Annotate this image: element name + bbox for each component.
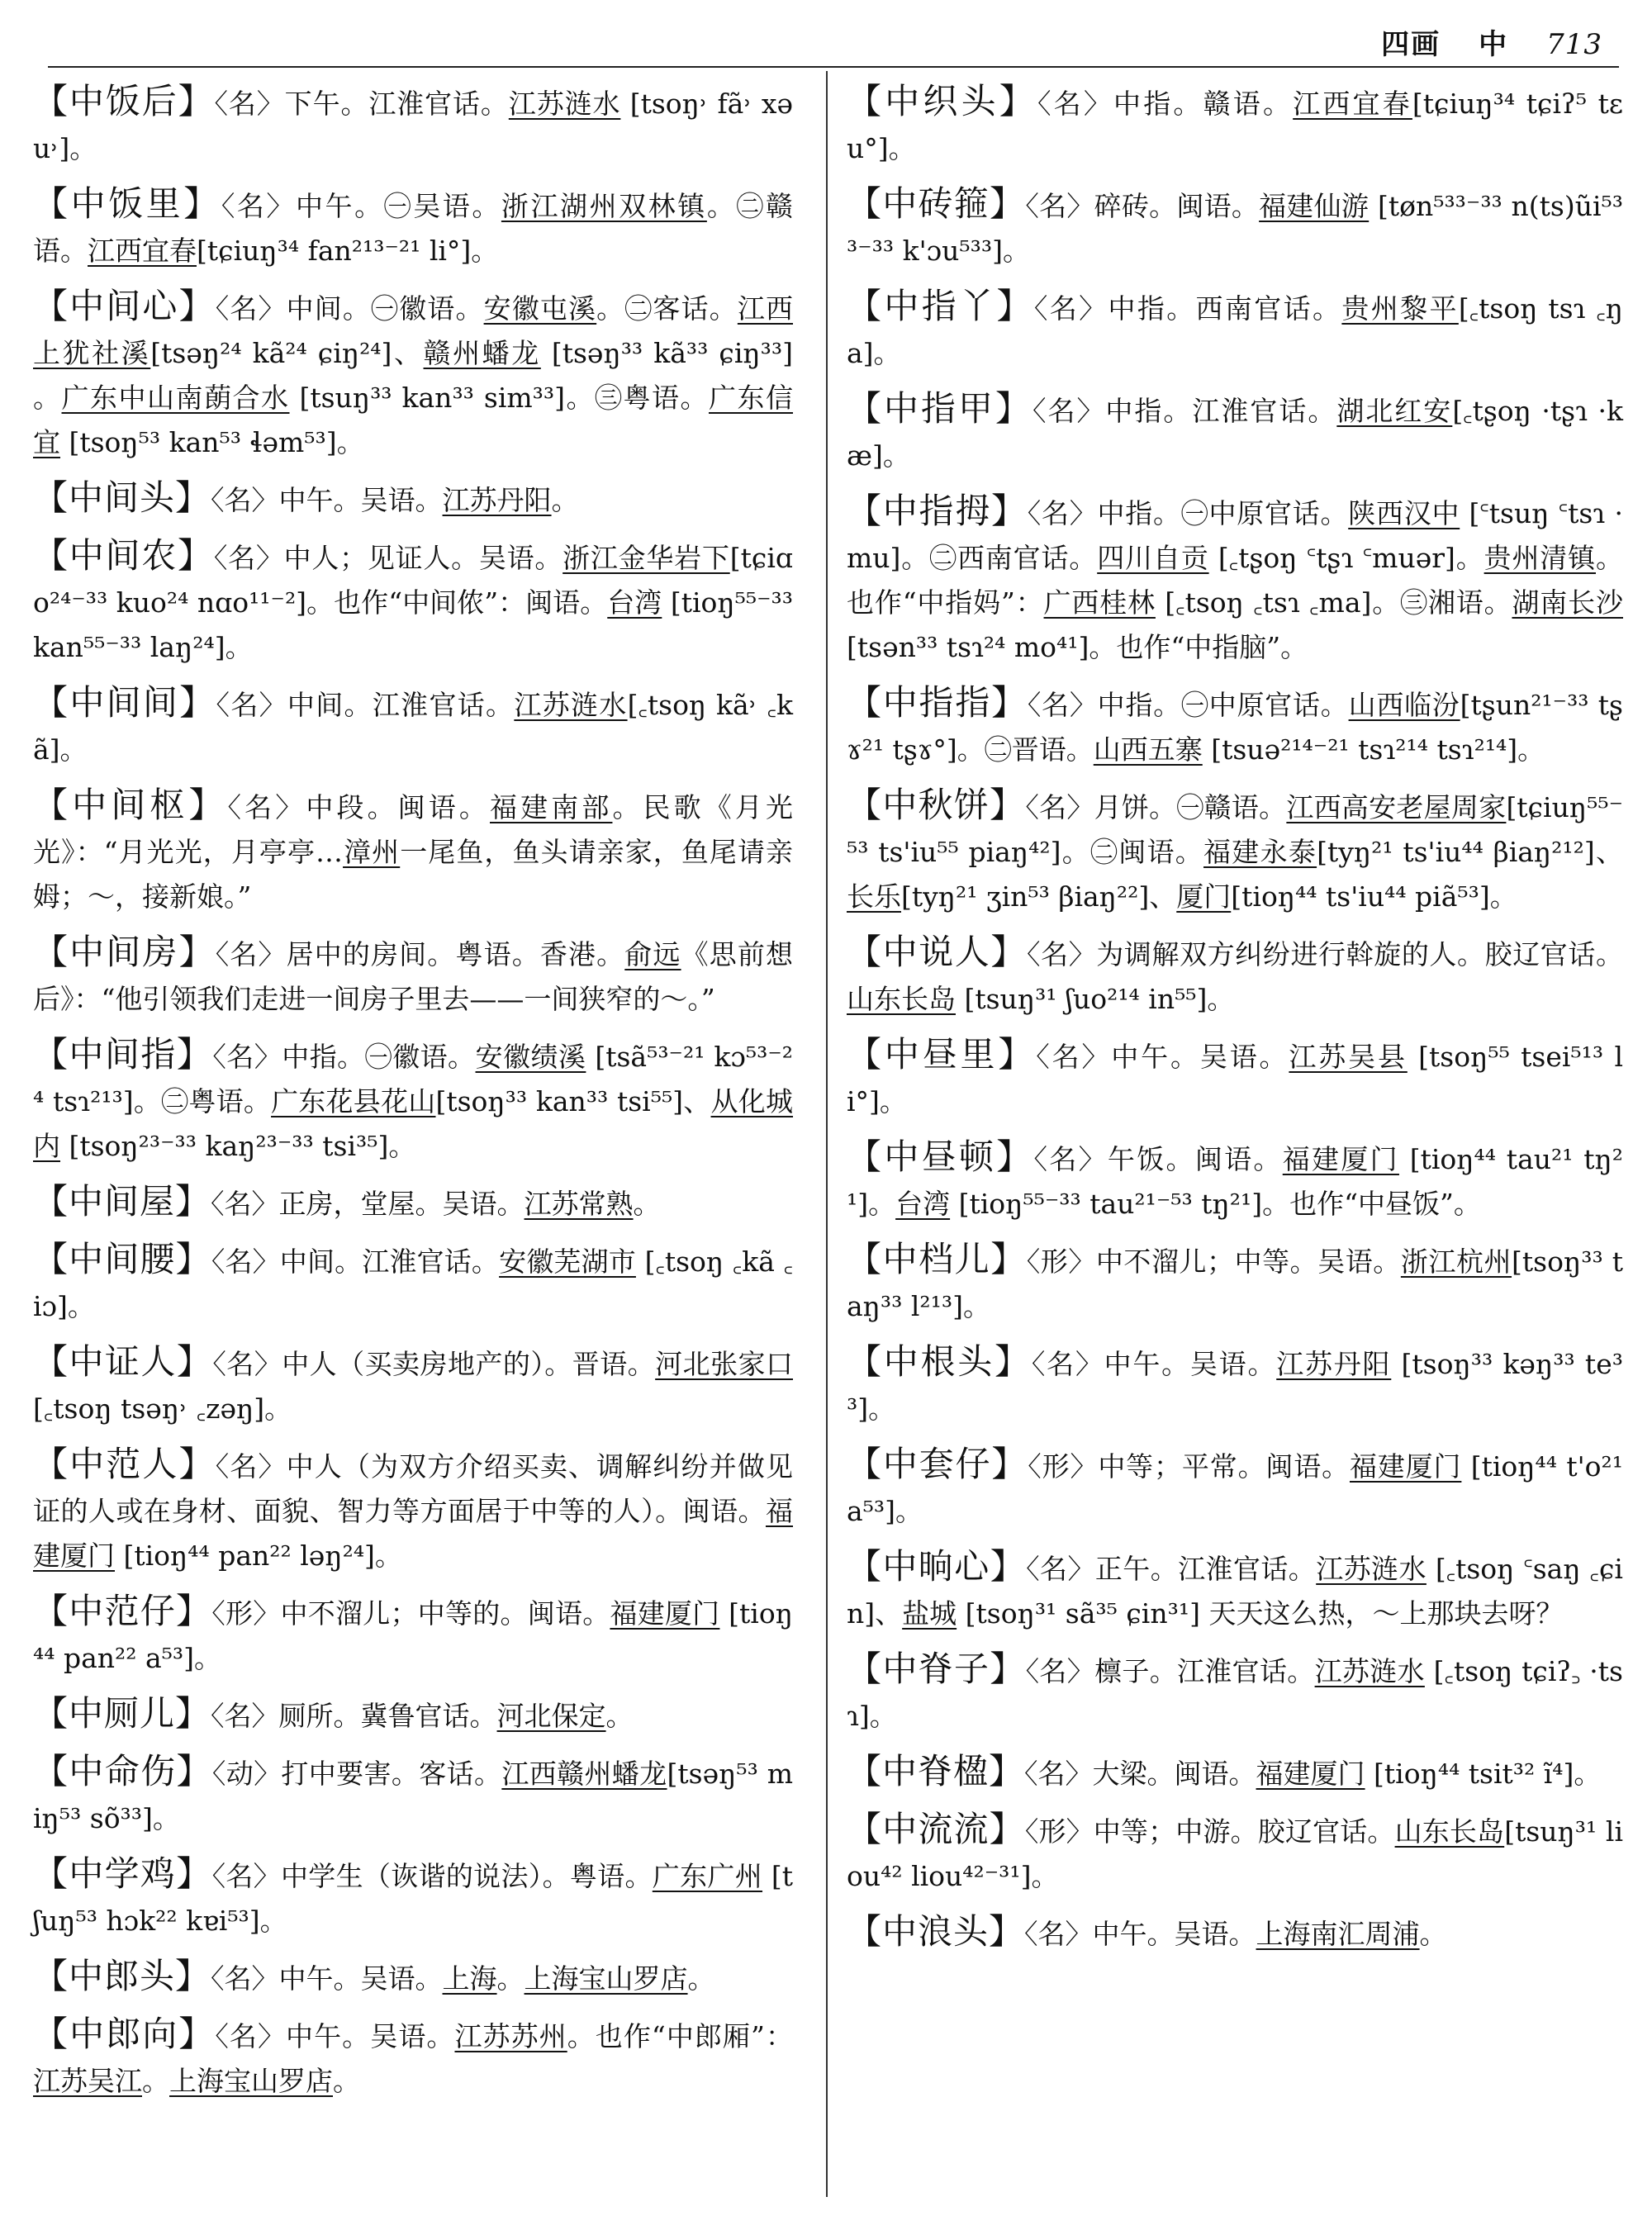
entry-headword: 【中厕儿】	[33, 1693, 211, 1734]
entry-headword: 【中命伤】	[33, 1751, 212, 1791]
header-rule	[48, 66, 1619, 68]
definition-text: 〈形〉中不溜儿；中等。吴语。	[1026, 1245, 1401, 1278]
place-name: 安徽绩溪	[475, 1041, 586, 1073]
headword-text: 中昼里	[884, 1034, 999, 1075]
definition-text: 〈名〉中午。吴语。	[215, 2020, 455, 2052]
definition-text: [tsoŋ⁵⁵ tsei⁵¹³ li°]。	[847, 1041, 1623, 1117]
headword-text: 中饭里	[70, 183, 184, 224]
definition-text: [tøn⁵³³⁻³³ n(ts)ũi⁵³³⁻³³ k'ɔu⁵³³]。	[847, 190, 1623, 267]
entry-headword: 【中指拇】	[847, 491, 1028, 531]
definition-text: 〈名〉檩子。江淮官话。	[1025, 1655, 1315, 1687]
definition-text: [tioŋ⁴⁴ pan²² a⁵³]。	[33, 1597, 793, 1674]
definition-text: [tsoŋ³³ kan³³ tsi⁵⁵]、	[435, 1085, 711, 1117]
place-name: 浙江杭州	[1400, 1245, 1512, 1278]
place-name: 江苏常熟	[524, 1188, 634, 1220]
definition-text: [tɕiɑo²⁴⁻³³ kuo²⁴ nɑo¹¹⁻²]。也作“中间侬”：闽语。	[33, 542, 793, 619]
place-name: 上海宝山罗店	[169, 2065, 333, 2097]
definition-text: [tyŋ²¹ ʒin⁵³ βiaŋ²²]、	[901, 880, 1177, 913]
place-name: 赣州蟠龙	[423, 337, 541, 369]
dictionary-entry	[847, 1807, 1623, 1899]
entry-headword: 【中织头】	[847, 81, 1037, 121]
definition-text: [tsəŋ²⁴ kã²⁴ ɕiŋ²⁴]、	[150, 337, 424, 369]
definition-text: [tsuŋ³³ kan³³ sim³³]。㊂粤语。	[289, 382, 709, 414]
definition-text: 。	[1419, 1918, 1447, 1950]
definition-text: [꜂tsuŋ ꜂tsɿ ·mu]。㊁西南官话。	[847, 497, 1623, 574]
definition-text: [꜀tsoŋ kã˒ ꜀kã]。	[33, 689, 793, 766]
definition-text: 。	[551, 484, 579, 516]
dictionary-entry	[33, 1749, 793, 1841]
entry-headword: 【中间农】	[33, 535, 214, 576]
entry-headword: 【中郎头】	[33, 1956, 211, 1996]
headword-text: 中间头	[69, 477, 176, 518]
entry-headword: 【中套仔】	[847, 1444, 1028, 1484]
definition-text: [tsəŋ³³ kã³³ ɕiŋ³³] 。	[33, 337, 794, 414]
place-name: 广东信宜	[33, 382, 793, 458]
place-name: 湖南长沙	[1512, 586, 1624, 619]
place-name: 漳州	[343, 836, 401, 868]
entry-headword: 【中秋饼】	[847, 785, 1026, 825]
entry-definition	[211, 484, 579, 516]
definition-text: 〈名〉中指。㊀中原官话。	[1027, 497, 1349, 529]
headword-text: 中秋饼	[882, 785, 990, 825]
definition-text: 〈名〉中指。赣语。	[1037, 88, 1294, 120]
definition-text: [꜀tʂoŋ ꜂tʂɿ ꜂muər]。	[1208, 542, 1484, 574]
dictionary-entry	[33, 1954, 793, 2001]
definition-text: 〈形〉中等；中游。胶辽官话。	[1024, 1815, 1395, 1848]
definition-text: [tioŋ⁵⁵⁻³³ kan⁵⁵⁻³³ laŋ²⁴]。	[33, 586, 793, 663]
entry-headword: 【中根头】	[847, 1341, 1032, 1382]
place-name: 山东长岛	[847, 983, 956, 1015]
dictionary-entry	[847, 1237, 1623, 1329]
place-name: 台湾	[895, 1188, 951, 1220]
entry-headword: 【中档儿】	[847, 1239, 1027, 1279]
dictionary-entry	[847, 182, 1623, 273]
definition-text: [tioŋ⁴⁴ tsit³² ĩ⁴]。	[1365, 1758, 1602, 1790]
place-name: 江苏涟水	[1314, 1655, 1425, 1687]
definition-text: [tyŋ²¹ ts'iu⁴⁴ βiaŋ²¹²]、	[1317, 836, 1624, 868]
headword-text: 中砖箍	[882, 183, 990, 224]
place-name: 江西宜春	[88, 235, 197, 267]
definition-text: [tioŋ⁴⁴ t'o²¹ a⁵³]。	[847, 1450, 1623, 1527]
entry-headword: 【中指指】	[847, 682, 1028, 723]
definition-text: [꜀tʂoŋ ·tʂɿ ·kæ]。	[847, 395, 1623, 472]
dictionary-entry	[33, 1179, 793, 1226]
headword-text: 中郎头	[69, 1956, 176, 1996]
headword-text: 中说人	[882, 932, 991, 972]
entry-headword: 【中指甲】	[847, 388, 1032, 429]
definition-text: 〈名〉中午。吴语。	[1031, 1348, 1277, 1380]
headword-text: 中间枢	[72, 785, 189, 825]
dictionary-entry	[847, 387, 1623, 478]
definition-text: 〈名〉碎砖。闽语。	[1025, 190, 1260, 222]
definition-text: 。	[687, 1962, 715, 1995]
definition-text: 〈名〉中指。㊀中原官话。	[1027, 689, 1349, 721]
place-name: 山东长岛	[1394, 1815, 1505, 1848]
entry-headword: 【中范仔】	[33, 1591, 212, 1631]
definition-text: 。㊁客话。	[596, 292, 738, 325]
place-name: 贵州黎平	[1341, 292, 1459, 325]
entry-definition	[1024, 1918, 1447, 1950]
entry-headword: 【中间房】	[33, 932, 216, 972]
definition-text: [꜀tsoŋ tɕiʔ꜆ ·tsɿ]。	[847, 1655, 1623, 1732]
dictionary-entry	[33, 1442, 793, 1578]
headword-text: 中昼顿	[884, 1136, 997, 1177]
place-name: 浙江湖州双林镇	[501, 190, 707, 222]
headword-text: 中间心	[69, 286, 179, 326]
dictionary-entry	[33, 476, 793, 523]
definition-text: [tsoŋ³³ kəŋ³³ te³³]。	[847, 1348, 1623, 1425]
place-name: 江苏涟水	[514, 689, 628, 721]
entry-definition	[211, 1700, 634, 1732]
definition-text: 。也作“中指妈”：	[847, 542, 1623, 619]
entry-headword: 【中间头】	[33, 477, 211, 518]
headword-text: 中脊子	[882, 1649, 990, 1689]
headword-text: 中浪头	[882, 1911, 990, 1952]
dictionary-entry	[33, 1340, 793, 1431]
dictionary-entry	[847, 681, 1623, 772]
place-name: 江苏涟水	[508, 88, 621, 120]
dictionary-entry	[33, 930, 793, 1022]
definition-text: [꜀tsoŋ tsɿ ꜀ŋa]。	[847, 292, 1623, 369]
place-name: 河北张家口	[655, 1348, 793, 1380]
place-name: 上海宝山罗店	[524, 1962, 688, 1995]
entry-headword: 【中脊子】	[847, 1649, 1026, 1689]
place-name: 江西宜春	[1293, 88, 1412, 120]
headword-text: 中间房	[69, 932, 179, 972]
dictionary-entry	[33, 284, 793, 465]
definition-text: 〈名〉中午。吴语。	[1024, 1918, 1256, 1950]
place-name: 台湾	[607, 586, 662, 619]
definition-text: [꜀tsoŋ tsəŋ˒ ꜀zəŋ]。	[33, 1393, 292, 1425]
definition-text: [tsoŋ˒ fã˒ xəu˒]。	[33, 88, 793, 164]
definition-text: 。也作“中郎厢”：	[567, 2020, 793, 2052]
place-name: 福建仙游	[1259, 190, 1370, 222]
place-name: 福建厦门	[1282, 1143, 1399, 1175]
definition-text: [tsən³³ tsɿ²⁴ mo⁴¹]。也作“中指脑”。	[847, 631, 1308, 663]
place-name: 厦门	[1176, 880, 1232, 913]
headword-text: 中指丫	[884, 286, 997, 326]
entry-headword: 【中郎向】	[33, 2014, 216, 2054]
entry-headword: 【中晌心】	[847, 1546, 1027, 1587]
definition-text: 。	[633, 1188, 661, 1220]
dictionary-entry	[847, 1910, 1623, 1957]
definition-text: 〈名〉大梁。闽语。	[1024, 1758, 1256, 1790]
place-name: 盐城	[902, 1597, 957, 1630]
entry-definition	[211, 1188, 661, 1220]
entry-headword: 【中说人】	[847, 932, 1028, 972]
definition-text: 〈名〉中人；见证人。吴语。	[213, 542, 563, 574]
place-name: 江苏吴江	[33, 2065, 142, 2097]
right-column	[847, 79, 1623, 1967]
definition-text: [tsuŋ³¹ ʃuo²¹⁴ in⁵⁵]。	[956, 983, 1235, 1015]
entry-headword: 【中砖箍】	[847, 183, 1026, 224]
entry-headword: 【中范人】	[33, 1444, 216, 1484]
place-name: 安徽屯溪	[483, 292, 597, 325]
definition-text: [tioŋ⁵⁵⁻³³ tau²¹⁻⁵³ tŋ²¹]。也作“中昼饭”。	[950, 1188, 1481, 1220]
definition-text: [tsəŋ⁵³ miŋ⁵³ sõ³³]。	[33, 1758, 793, 1834]
place-name: 从化城内	[33, 1085, 794, 1162]
definition-text: 〈形〉中等；平常。闽语。	[1028, 1450, 1350, 1483]
place-name: 广东中山南蓢合水	[61, 382, 290, 414]
definition-text: [tsoŋ²³⁻³³ kaŋ²³⁻³³ tsi³⁵]。	[60, 1130, 416, 1162]
headword-text: 中织头	[885, 81, 999, 121]
headword-text: 中晌心	[882, 1546, 990, 1587]
dictionary-entry	[847, 1442, 1623, 1534]
entry-headword: 【中间指】	[33, 1034, 213, 1075]
headword-text: 中根头	[883, 1341, 995, 1382]
dictionary-entry	[847, 783, 1623, 919]
dictionary-entry	[33, 2012, 793, 2104]
headword-text: 中间指	[69, 1034, 177, 1075]
headword-text: 中套仔	[882, 1444, 992, 1484]
dictionary-entry	[33, 783, 793, 919]
definition-text: [꜀tsoŋ ꜂saŋ ꜀ɕin]、	[847, 1553, 1623, 1630]
entry-headword: 【中间枢】	[33, 785, 228, 825]
place-name: 湖北红安	[1336, 395, 1453, 427]
dictionary-entry	[847, 1135, 1623, 1226]
definition-text: 〈名〉中人（为双方介绍买卖、调解纠纷并做见证的人或在身材、面貌、智力等方面居于中等的人）。闽语。	[33, 1450, 793, 1527]
definition-text: [tsã⁵³⁻²¹ kɔ⁵³⁻²⁴ tsɿ²¹³]。㊁粤语。	[33, 1041, 793, 1117]
definition-text: [tioŋ⁴⁴ tau²¹ tŋ²¹]。	[847, 1143, 1623, 1220]
entry-headword: 【中脊楹】	[847, 1751, 1025, 1791]
definition-text: 。㊁赣语。	[33, 190, 793, 267]
section-label: 四画	[1381, 28, 1441, 61]
definition-text: [tʃuŋ⁵³ hɔk²² kɐi⁵³]。	[33, 1860, 793, 1937]
headword-text: 中间屋	[69, 1181, 176, 1222]
definition-text: 〈名〉中午。㊀吴语。	[221, 190, 501, 222]
entry-headword: 【中间间】	[33, 682, 216, 723]
column-divider	[826, 71, 828, 2197]
place-name: 福建厦门	[1256, 1758, 1365, 1790]
dictionary-entry	[33, 79, 793, 171]
definition-text: 〈名〉正午。江淮官话。	[1026, 1553, 1317, 1585]
headword-text: 中饭后	[69, 81, 178, 121]
place-name: 福建南部	[490, 791, 613, 823]
entry-headword: 【中证人】	[33, 1341, 213, 1382]
headword-text: 中学鸡	[69, 1853, 177, 1894]
dictionary-entry	[33, 1691, 793, 1739]
definition-text: 〈名〉中段。闽语。	[227, 791, 491, 823]
definition-text: 。	[142, 2065, 169, 2097]
entry-headword: 【中间心】	[33, 286, 216, 326]
headword-text: 中范人	[69, 1444, 179, 1484]
place-name: 福建厦门	[610, 1597, 720, 1630]
entry-headword: 【中间屋】	[33, 1181, 211, 1222]
definition-text: 〈名〉月饼。㊀赣语。	[1025, 791, 1287, 823]
dictionary-entry	[847, 1340, 1623, 1431]
definition-text: 〈名〉中间。江淮官话。	[216, 689, 515, 721]
definition-text: [tsoŋ³¹ sã³⁵ ɕin³¹] 天天这么热，～上那块去呀？	[957, 1597, 1564, 1630]
definition-text: 〈名〉为调解双方纠纷进行斡旋的人。胶辽官话。	[1027, 938, 1623, 970]
entry-headword: 【中饭里】	[33, 183, 221, 224]
definition-text: [tsoŋ³³ taŋ³³ l²¹³]。	[847, 1245, 1623, 1322]
place-name: 陕西汉中	[1348, 497, 1460, 529]
entry-headword: 【中间腰】	[33, 1239, 211, 1279]
dictionary-entry	[33, 534, 793, 670]
definition-text: 〈名〉厕所。冀鲁官话。	[211, 1700, 497, 1732]
definition-text: [tioŋ⁴⁴ pan²² ləŋ²⁴]。	[115, 1540, 402, 1572]
entry-headword: 【中指丫】	[847, 286, 1034, 326]
dictionary-entry	[847, 1032, 1623, 1124]
entry-headword: 【中饭后】	[33, 81, 215, 121]
definition-text: 〈名〉中指。江淮官话。	[1032, 395, 1337, 427]
dictionary-entry	[847, 1749, 1623, 1796]
dictionary-entry	[847, 930, 1623, 1022]
place-name: 江西赣州蟠龙	[501, 1758, 667, 1790]
dictionary-entry	[33, 1237, 793, 1329]
place-name: 江西上犹社溪	[33, 292, 793, 369]
place-name: 福建永泰	[1203, 836, 1317, 868]
entry-headword: 【中昼顿】	[847, 1136, 1034, 1177]
headword-text: 中流流	[882, 1809, 990, 1849]
headword-text: 中指指	[882, 682, 992, 723]
place-name: 贵州清镇	[1483, 542, 1596, 574]
definition-text: 。	[496, 1962, 525, 1995]
dictionary-entry	[33, 1589, 793, 1681]
place-name: 江苏丹阳	[1276, 1348, 1392, 1380]
headword-text: 中命伤	[69, 1751, 177, 1791]
place-name: 江苏吴县	[1289, 1041, 1408, 1073]
dictionary-entry	[847, 284, 1623, 376]
definition-text: [tsuŋ³¹ liou⁴² liou⁴²⁻³¹]。	[847, 1815, 1623, 1892]
definition-text: 〈动〉打中要害。客话。	[211, 1758, 502, 1790]
entry-headword: 【中学鸡】	[33, 1853, 212, 1894]
dictionary-entry	[33, 182, 793, 273]
definition-text: 〈形〉中不溜儿；中等的。闽语。	[211, 1597, 610, 1630]
headword-text: 中间农	[69, 535, 178, 576]
definition-text: [tʂun²¹⁻³³ tʂɤ²¹ tʂɤ°]。㊁晋语。	[847, 689, 1623, 766]
place-name: 上海南汇周浦	[1256, 1918, 1420, 1950]
place-name: 河北保定	[496, 1700, 606, 1732]
page-header	[50, 21, 1602, 61]
definition-text: [tɕiuŋ⁵⁵⁻⁵³ ts'iu⁵⁵ piaŋ⁴²]。㊁闽语。	[847, 791, 1623, 868]
place-name: 福建厦门	[33, 1495, 793, 1572]
entry-headword: 【中流流】	[847, 1809, 1025, 1849]
definition-text: 《思前想后》：“他引领我们走进一间房子里去——一间狭窄的～。”	[33, 938, 793, 1015]
headword-text: 中脊楹	[882, 1751, 990, 1791]
entry-definition	[211, 1962, 715, 1995]
place-name: 安徽芜湖市	[499, 1245, 636, 1278]
definition-text: 〈名〉中学生（诙谐的说法）。粤语。	[211, 1860, 653, 1892]
place-name: 山西临汾	[1348, 689, 1460, 721]
headword-text: 中范仔	[69, 1591, 176, 1631]
definition-text: 〈名〉中午。吴语。	[211, 1962, 443, 1995]
place-name: 山西五寨	[1093, 733, 1203, 766]
headword-text: 中指拇	[882, 491, 991, 531]
definition-text: 一尾鱼，鱼头请亲家，鱼尾请亲姆；～，接新娘。”	[33, 836, 794, 913]
place-name: 浙江金华岩下	[563, 542, 730, 574]
definition-text: 〈名〉中指。西南官话。	[1033, 292, 1342, 325]
definition-text: 〈名〉中间。江淮官话。	[211, 1245, 500, 1278]
place-name: 江苏苏州	[454, 2020, 567, 2052]
entry-headword: 【中昼里】	[847, 1034, 1037, 1075]
place-name: 福建厦门	[1349, 1450, 1462, 1483]
definition-text: 〈名〉中指。㊀徽语。	[212, 1041, 476, 1073]
definition-text: 。	[333, 2065, 360, 2097]
place-name: 四川自贡	[1097, 542, 1209, 574]
dictionary-entry	[847, 79, 1623, 171]
headword-text: 中厕儿	[69, 1693, 176, 1734]
definition-text: 〈名〉午饭。闽语。	[1033, 1143, 1283, 1175]
dictionary-entry	[33, 1032, 793, 1169]
place-name: 广西桂林	[1043, 586, 1156, 619]
headword-text: 中间间	[69, 682, 180, 723]
definition-text: [꜀tsoŋ ꜀tsɿ ꜀ma]。㊂湘语。	[1155, 586, 1512, 619]
place-name: 俞远	[624, 938, 681, 970]
definition-text: 〈名〉下午。江淮官话。	[214, 88, 509, 120]
place-name: 长乐	[847, 880, 901, 913]
definition-text: 〈名〉居中的房间。粤语。香港。	[215, 938, 625, 970]
definition-text: [tioŋ⁴⁴ ts'iu⁴⁴ piã⁵³]。	[1231, 880, 1517, 913]
entry-definition	[1024, 1758, 1601, 1790]
place-name: 广东花县花山	[271, 1085, 436, 1117]
definition-text: [꜀tsoŋ ꜀kã ꜀iɔ]。	[33, 1245, 793, 1322]
headword-text: 中郎向	[69, 2014, 179, 2054]
dictionary-entry	[847, 489, 1623, 670]
place-name: 江西高安老屋周家	[1286, 791, 1507, 823]
page-number: 713	[1546, 28, 1602, 61]
definition-text: [tsuə²¹⁴⁻²¹ tsɿ²¹⁴ tsɿ²¹⁴]。	[1202, 733, 1545, 766]
dictionary-entry	[33, 681, 793, 772]
headword-text: 中证人	[69, 1341, 177, 1382]
definition-text: 〈名〉中间。㊀徽语。	[215, 292, 484, 325]
headword-text: 中指甲	[884, 388, 995, 429]
headword-text: 中档儿	[882, 1239, 991, 1279]
place-name: 上海	[442, 1962, 497, 1995]
place-name: 江苏丹阳	[442, 484, 552, 516]
definition-text: 〈名〉正房，堂屋。吴语。	[211, 1188, 525, 1220]
left-column	[33, 79, 793, 2114]
section-char: 中	[1479, 28, 1509, 61]
definition-text: 。民歌《月光光》：“月光光，月亭亭…	[33, 791, 793, 868]
dictionary-entry	[33, 1852, 793, 1943]
dictionary-entry	[847, 1544, 1623, 1636]
definition-text: [tɕiuŋ³⁴ fan²¹³⁻²¹ li°]。	[197, 235, 499, 267]
dictionary-entry	[847, 1647, 1623, 1739]
entry-headword: 【中浪头】	[847, 1911, 1025, 1952]
definition-text: [tsoŋ⁵³ kan⁵³ ɬəm⁵³]。	[60, 426, 364, 458]
definition-text: 。	[605, 1700, 634, 1732]
definition-text: 〈名〉中午。吴语。	[1036, 1041, 1289, 1073]
definition-text: [tɕiuŋ³⁴ tɕiʔ⁵ tɛu°]。	[847, 88, 1623, 164]
headword-text: 中间腰	[69, 1239, 176, 1279]
definition-text: 〈名〉中午。吴语。	[211, 484, 443, 516]
definition-text: 〈名〉中人（买卖房地产的）。晋语。	[212, 1348, 656, 1380]
place-name: 江苏涟水	[1316, 1553, 1427, 1585]
place-name: 广东广州	[652, 1860, 763, 1892]
